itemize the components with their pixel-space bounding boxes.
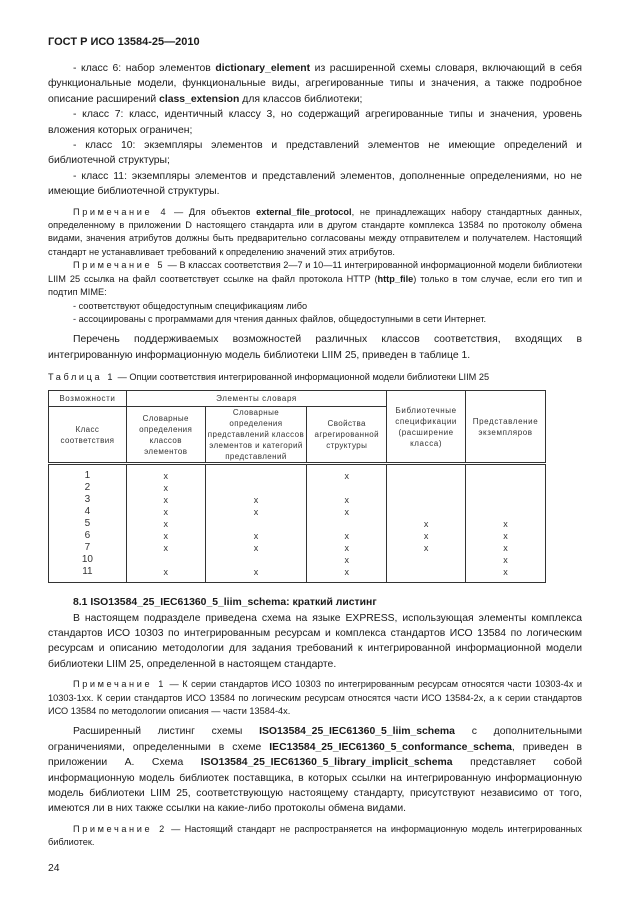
notes-block — [48, 206, 582, 363]
column-header: Библиотечные спецификации (расширение класса) — [387, 391, 466, 464]
column-header: Представление экземпляров — [466, 391, 546, 464]
table-cell — [205, 464, 307, 483]
page-number: 24 — [48, 862, 60, 874]
table-cell: x — [126, 494, 205, 506]
table-cell: x — [205, 494, 307, 506]
note-4: Примечание 4 — Для объектов external_file_protocol, не принадлежащих набору стандартных данных, определенному в приложении D настоящего стандарта или в другом стандарте комплекса 13584 по протоколу обмена видами, значения атрибутов должны быть предварительно согласованы между отправителем и получателем. Настоящий стандарт не устанавливает требований к определению значений этих атрибутов. — [48, 206, 582, 257]
class-number-cell: 11 — [49, 566, 127, 583]
table-row — [49, 554, 546, 566]
table-row — [49, 506, 546, 518]
table-caption: Таблица 1 — Опции соответствия интегрированной информационной модели библиотеки LIIM 25 — [48, 372, 490, 383]
table-cell: x — [126, 464, 205, 483]
table-cell: x — [307, 530, 387, 542]
paragraph: В настоящем подразделе приведена схема на языке EXPRESS, использующая элементы комплекса стандартов ИСО 10303 по интегрированным ресурсам и комплекса стандартов ИСО 13584 по логическим ресурсам и описанию методологии для задания требований к интегрированной информационной модели библиотеки LIIM 25, определенной в настоящем стандарте. — [48, 612, 582, 670]
table-1 — [48, 390, 582, 583]
class-number-cell: 6 — [49, 530, 127, 542]
table-cell — [307, 482, 387, 494]
list-item: - класс 6: набор элементов dictionary_element из расширенной схемы словаря, включающий в себя функциональные модели, функциональные виды, агрегированные типы и значения, а также подробное описание расширений class_extension для классов библиотеки; — [48, 63, 582, 105]
header-capabilities: Возможности — [49, 391, 127, 407]
class-number-cell: 5 — [49, 518, 127, 530]
table-cell — [126, 554, 205, 566]
table-cell — [387, 494, 466, 506]
table-row — [49, 566, 546, 583]
table-cell: x — [307, 542, 387, 554]
table-cell: x — [387, 542, 466, 554]
paragraph: Перечень поддерживаемых возможностей различных классов соответствия, входящих в интегрированную информационную модель библиотеки LIIM 25, приведен в таблице 1. — [48, 334, 582, 361]
table-cell: x — [205, 506, 307, 518]
table-cell — [205, 554, 307, 566]
column-header: Свойства агрегированной структуры — [307, 407, 387, 464]
table-row — [49, 494, 546, 506]
table-cell — [387, 566, 466, 583]
note-5-item: - ассоциированы с программами для чтения данных файлов, общедоступными в сети Интернет. — [73, 313, 487, 324]
table-cell — [205, 482, 307, 494]
class-list — [48, 61, 582, 200]
table-cell: x — [205, 530, 307, 542]
paragraph: Расширенный листинг схемы ISO13584_25_IEC61360_5_liim_schema с дополнительными ограничениями, определенными в схеме IEC13584_25_IEC61360_5_conformance_schema, приведен в приложении А. Схема ISO13584_25_IEC61360_5_library_implicit_schema представляет собой информационную модель библиотек поставщика, в которых ссылки на интегрированную информационную модель библиотеки LIIM 25, соответствующую настоящему стандарту, присутствуют независимо от того, имеются ли в них также ссылки на какие-либо протоколы обмена видами. — [48, 726, 582, 815]
table-cell — [387, 482, 466, 494]
header-dictionary-elements: Элементы словаря — [126, 391, 386, 407]
table-cell — [387, 506, 466, 518]
table-cell: x — [466, 566, 546, 583]
table-cell — [466, 506, 546, 518]
note-2: Примечание 2 — Настоящий стандарт не распространяется на информационную модель интегрированных библиотек. — [48, 823, 582, 848]
table-cell: x — [307, 506, 387, 518]
table-cell — [387, 554, 466, 566]
class-number-cell: 4 — [49, 506, 127, 518]
table-cell: x — [205, 566, 307, 583]
table-row — [49, 482, 546, 494]
table-cell: x — [126, 506, 205, 518]
table-row — [49, 530, 546, 542]
table-cell: x — [307, 566, 387, 583]
note-5: Примечание 5 — В классах соответствия 2—7 и 10—11 интегрированной информационной модели библиотеки LIIM 25 ссылка на файл соответствует ссылке на файл протокола HTTP (http_file) только в том случае, если его тип и подтип MIME: — [48, 260, 583, 298]
class-number-cell: 2 — [49, 482, 127, 494]
table-cell — [466, 494, 546, 506]
section-8-1 — [48, 595, 582, 850]
table-cell: x — [126, 530, 205, 542]
table-cell — [205, 518, 307, 530]
table-cell — [466, 482, 546, 494]
table-cell — [387, 464, 466, 483]
table-cell: x — [387, 530, 466, 542]
table-cell: x — [466, 530, 546, 542]
table-cell — [307, 518, 387, 530]
class-number-cell: 7 — [49, 542, 127, 554]
table-cell: x — [126, 518, 205, 530]
note-1: Примечание 1 — К серии стандартов ИСО 10303 по интегрированным ресурсам относятся части 10303-4х и 10303-1хх. К серии стандартов ИСО 13584 по логическим ресурсам относятся части ИСО 13584-2х, а к серии стандартов ИСО 13584 по методологии описания — части 13584-4х. — [48, 679, 582, 716]
table-cell: x — [307, 464, 387, 483]
table-cell: x — [126, 542, 205, 554]
class-number-cell: 3 — [49, 494, 127, 506]
list-item: - класс 11: экземпляры элементов и представлений элементов, дополненные определениями, но не имеющие библиотечной структуры. — [48, 170, 582, 198]
note-5-item: - соответствуют общедоступным спецификациям либо — [73, 300, 308, 311]
table-cell: x — [466, 554, 546, 566]
column-header: Словарные определения представлений классов элементов и категорий представлений — [205, 407, 307, 464]
table-cell: x — [466, 542, 546, 554]
table-cell: x — [126, 482, 205, 494]
column-header: Класс соответствия — [49, 407, 127, 464]
table-row — [49, 518, 546, 530]
table-row — [49, 542, 546, 554]
table-cell: x — [307, 494, 387, 506]
section-heading: 8.1 ISO13584_25_IEC61360_5_liim_schema: краткий листинг — [73, 597, 377, 609]
table-cell: x — [466, 518, 546, 530]
table-row — [49, 464, 546, 483]
class-number-cell: 1 — [49, 464, 127, 483]
class-number-cell: 10 — [49, 554, 127, 566]
table-cell: x — [387, 518, 466, 530]
table-cell: x — [307, 554, 387, 566]
list-item: - класс 7: класс, идентичный классу 3, но содержащий агрегированные типы и значения, уровень вложения которых ограничен; — [48, 109, 582, 136]
table-cell: x — [205, 542, 307, 554]
list-item: - класс 10: экземпляры элементов и представлений элементов не имеющие определений и библиотечной структуры; — [48, 140, 582, 167]
table-cell: x — [126, 566, 205, 583]
table-cell — [466, 464, 546, 483]
column-header: Словарные определения классов элементов — [126, 407, 205, 464]
running-header: ГОСТ Р ИСО 13584-25—2010 — [48, 36, 200, 48]
